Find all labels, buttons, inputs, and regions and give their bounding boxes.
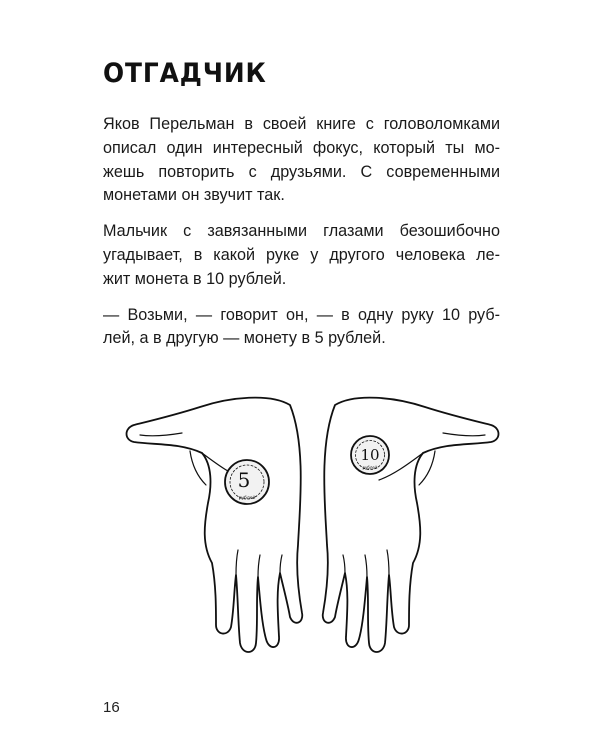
page-title: ОТГАДЧИК [103,58,267,89]
paragraph-dialogue [103,304,500,352]
text-line: угадывает, в какой руке у другого человека ле- [103,245,500,264]
text-line: жит монета в 10 рублей. [103,269,287,288]
coin-5-rubles [225,460,269,504]
text-line: монетами он звучит так. [103,186,285,205]
body-text [103,113,500,363]
left-hand-drawing [127,398,303,652]
text-line: лей, а в другую — монету в 5 рублей. [103,329,386,348]
text-line: Мальчик с завязанными глазами безошибочно [103,222,500,241]
text-line: жешь повторить с друзьями. С современными [103,162,500,181]
text-line: Яков Перельман в своей книге с головоломками [103,115,500,133]
coin-5-label: рублей [238,496,256,501]
text-line: описал один интересный фокус, который ты мо- [103,138,500,157]
paragraph-trick [103,220,500,291]
coin-10-rubles [351,436,389,474]
text-line: — Возьми, — говорит он, — в одну руку 10 руб- [103,305,500,324]
coin-10-label: рублей [362,465,378,470]
right-hand-drawing [323,398,499,652]
hands-illustration [120,385,505,665]
paragraph-intro [103,113,500,208]
page-number: 16 [103,699,120,716]
coin-10-value: 10 [360,446,380,464]
coin-5-value: 5 [237,468,251,492]
